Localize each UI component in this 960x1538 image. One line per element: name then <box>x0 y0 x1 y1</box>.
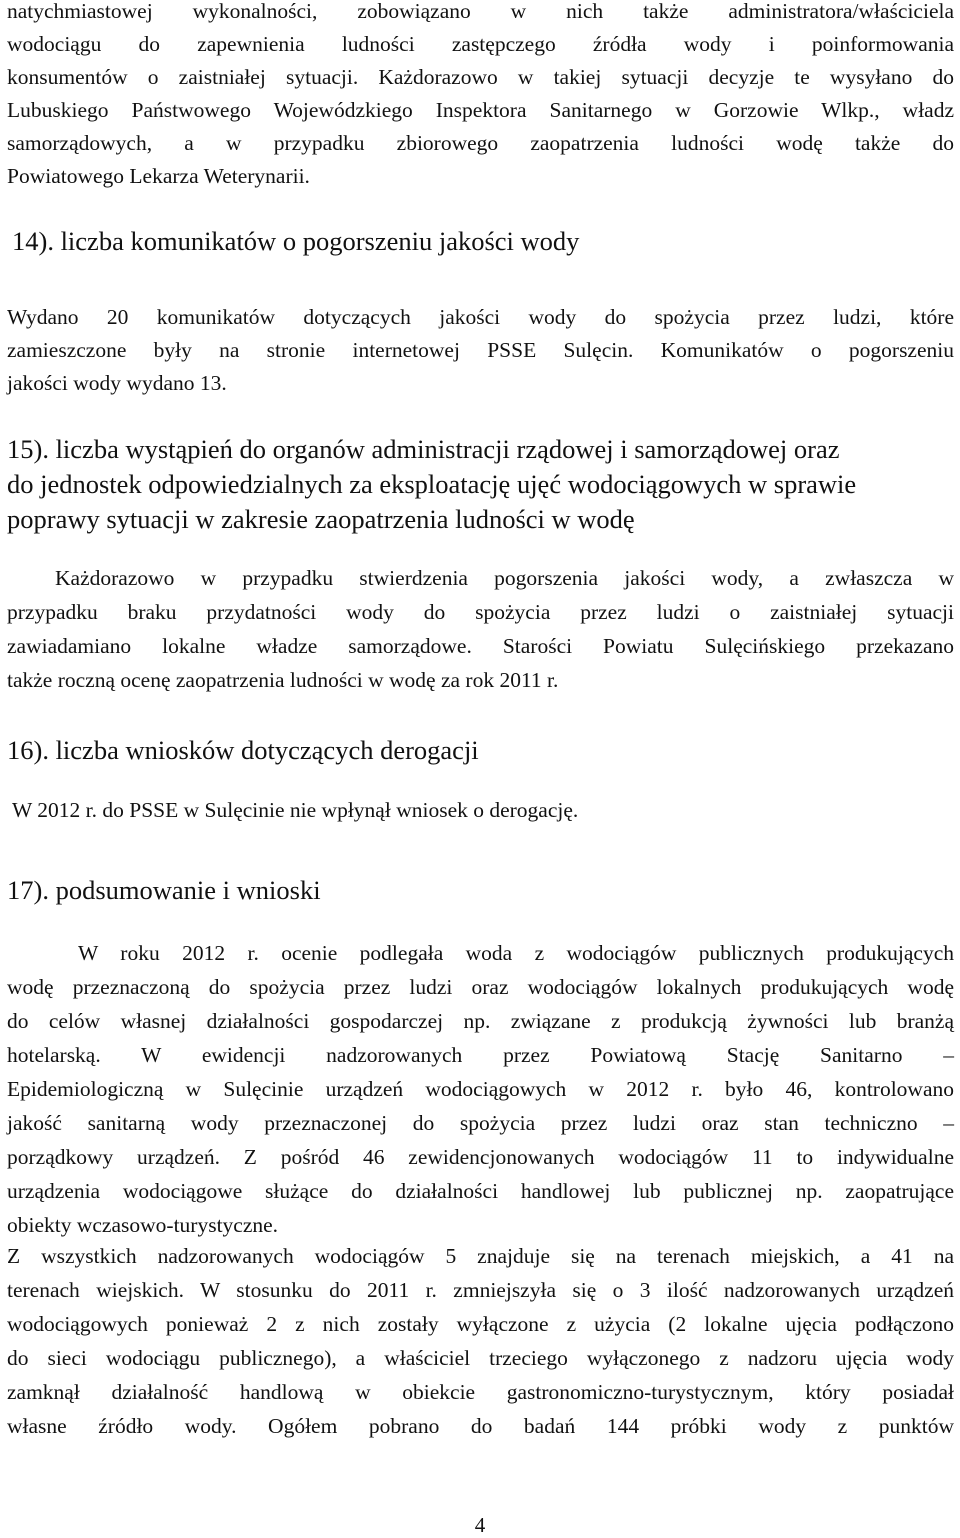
body-text-line: do sieci wodociągu publicznego), a właściciel trzeciego wyłączonego z nadzoru ujęcia wody <box>7 1346 954 1370</box>
body-text-line: przypadku braku przydatności wody do spożycia przez ludzi o zaistniałej sytuacji <box>7 600 954 624</box>
body-text-line: Lubuskiego Państwowego Wojewódzkiego Inspektora Sanitarnego w Gorzowie Wlkp., władz <box>7 98 954 122</box>
body-text-line: jakość sanitarną wody przeznaczonej do spożycia przez ludzi oraz stan techniczno – <box>7 1111 954 1135</box>
body-text-line: Powiatowego Lekarza Weterynarii. <box>7 164 310 188</box>
body-text-line: terenach wiejskich. W stosunku do 2011 r. zmniejszyła się o 3 ilość nadzorowanych urządzeń <box>7 1278 954 1302</box>
section-heading: 17). podsumowanie i wnioski <box>7 875 321 905</box>
body-text-line: Wydano 20 komunikatów dotyczących jakości wody do spożycia przez ludzi, które <box>7 305 954 329</box>
body-text-line: zawiadamiano lokalne władze samorządowe. Starości Powiatu Sulęcińskiego przekazano <box>7 634 954 658</box>
body-text-line: Epidemiologiczną w Sulęcinie urządzeń wodociągowych w 2012 r. było 46, kontrolowano <box>7 1077 954 1101</box>
body-text-line: także roczną ocenę zaopatrzenia ludności w wodę za rok 2011 r. <box>7 668 559 692</box>
body-text-line: W roku 2012 r. ocenie podlegała woda z wodociągów publicznych produkujących <box>78 941 954 965</box>
body-text-line: Każdorazowo w przypadku stwierdzenia pogorszenia jakości wody, a zwłaszcza w <box>55 566 954 590</box>
section-heading: do jednostek odpowiedzialnych za eksploatację ujęć wodociągowych w sprawie <box>7 469 857 499</box>
body-text-line: hotelarską. W ewidencji nadzorowanych przez Powiatową Stację Sanitarno – <box>7 1043 954 1067</box>
body-text-line: porządkowy urządzeń. Z pośród 46 zewidencjonowanych wodociągów 11 to indywidualne <box>7 1145 954 1169</box>
section-heading: 14). liczba komunikatów o pogorszeniu jakości wody <box>12 226 580 256</box>
page-number: 4 <box>474 1513 486 1537</box>
body-text-line: natychmiastowej wykonalności, zobowiązano w nich także administratora/właściciela <box>7 0 954 23</box>
body-text-line: wodociągowych ponieważ 2 z nich zostały wyłączone z użycia (2 lokalne ujęcia podłączono <box>7 1312 954 1336</box>
body-text-line: zamieszczone były na stronie internetowej PSSE Sulęcin. Komunikatów o pogorszeniu <box>7 338 954 362</box>
body-text-line: samorządowych, a w przypadku zbiorowego zaopatrzenia ludności wodę także do <box>7 131 954 155</box>
section-heading: 15). liczba wystąpień do organów administracji rządowej i samorządowej oraz <box>7 434 840 464</box>
body-text-line: W 2012 r. do PSSE w Sulęcinie nie wpłynął wniosek o derogację. <box>12 798 579 822</box>
body-text-line: konsumentów o zaistniałej sytuacji. Każdorazowo w takiej sytuacji decyzje te wysyłano do <box>7 65 954 89</box>
body-text-line: własne źródło wody. Ogółem pobrano do badań 144 próbki wody z punktów <box>7 1414 954 1438</box>
body-text-line: Z wszystkich nadzorowanych wodociągów 5 znajduje się na terenach miejskich, a 41 na <box>7 1244 954 1268</box>
body-text-line: obiekty wczasowo-turystyczne. <box>7 1213 279 1237</box>
body-text-line: urządzenia wodociągowe służące do działalności handlowej lub publicznej np. zaopatrujące <box>7 1179 954 1203</box>
body-text-line: wodociągu do zapewnienia ludności zastępczego źródła wody i poinformowania <box>7 32 954 56</box>
body-text-line: jakości wody wydano 13. <box>7 371 227 395</box>
body-text-line: do celów własnej działalności gospodarczej np. związane z produkcją żywności lub branżą <box>7 1009 954 1033</box>
section-heading: poprawy sytuacji w zakresie zaopatrzenia ludności w wodę <box>7 504 635 534</box>
body-text-line: zamknął działalność handlową w obiekcie gastronomiczno-turystycznym, który posiadał <box>7 1380 954 1404</box>
section-heading: 16). liczba wniosków dotyczących derogacji <box>7 735 479 765</box>
body-text-line: wodę przeznaczoną do spożycia przez ludzi oraz wodociągów lokalnych produkujących wodę <box>7 975 954 999</box>
